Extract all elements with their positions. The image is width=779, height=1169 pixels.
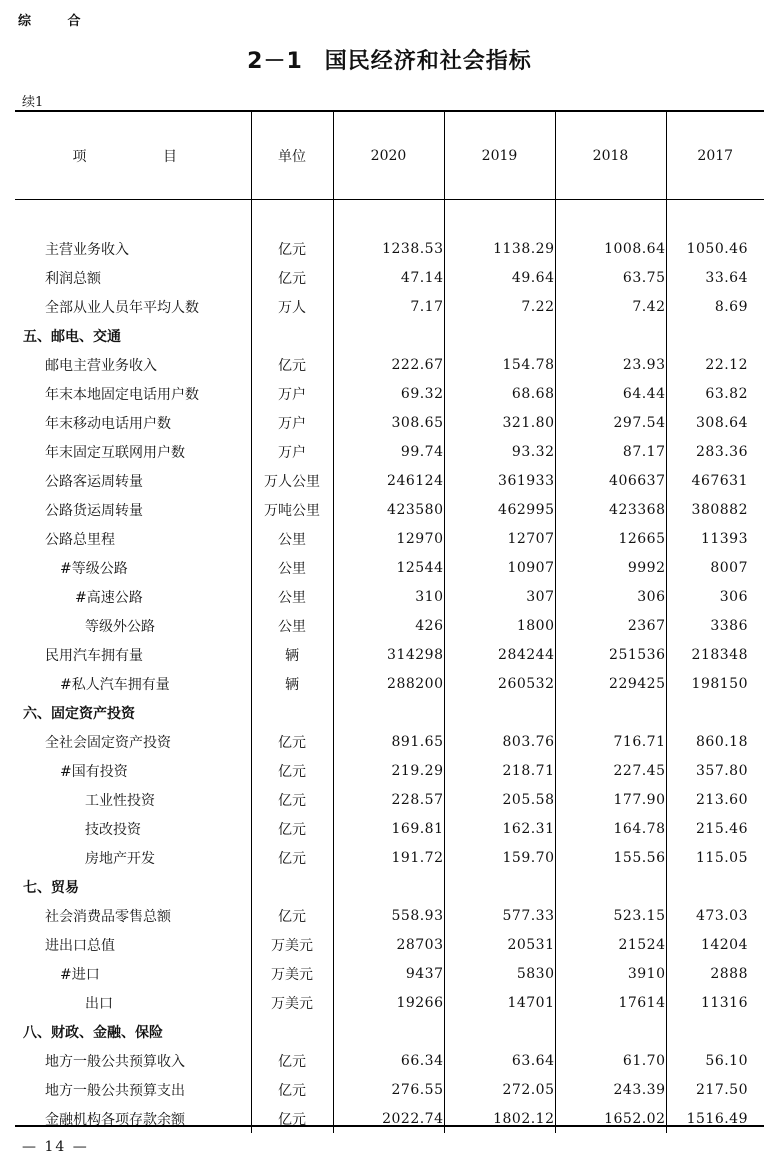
unit-cell: 万美元 xyxy=(251,959,333,988)
value-cell-2017: 2888 xyxy=(666,959,764,988)
column-header-item: 项 目 xyxy=(15,112,251,200)
indicator-name: 年末移动电话用户数 xyxy=(45,415,171,432)
page-number: — 14 — xyxy=(22,1139,89,1155)
value-cell-2018: 2367 xyxy=(555,611,666,640)
value-cell-2020: 308.65 xyxy=(333,408,444,437)
empty-cell xyxy=(333,698,444,727)
empty-cell xyxy=(333,1017,444,1046)
value-cell-2020: 423580 xyxy=(333,495,444,524)
section-row xyxy=(15,872,764,901)
table-row xyxy=(15,756,764,785)
empty-cell xyxy=(666,1017,764,1046)
value-cell-2018: 306 xyxy=(555,582,666,611)
value-cell-2018: 229425 xyxy=(555,669,666,698)
empty-cell xyxy=(251,1017,333,1046)
value-cell-2017: 467631 xyxy=(666,466,764,495)
table-row xyxy=(15,234,764,263)
indicator-name: #等级公路 xyxy=(60,560,128,577)
table-row xyxy=(15,959,764,988)
unit-cell: 万户 xyxy=(251,379,333,408)
indicator-name: 地方一般公共预算支出 xyxy=(45,1082,185,1099)
value-cell-2017: 8.69 xyxy=(666,292,764,321)
value-cell-2018: 227.45 xyxy=(555,756,666,785)
table-row xyxy=(15,814,764,843)
table-row xyxy=(15,930,764,959)
unit-cell: 万户 xyxy=(251,408,333,437)
value-cell-2020: 314298 xyxy=(333,640,444,669)
value-cell-2018: 64.44 xyxy=(555,379,666,408)
value-cell-2020: 222.67 xyxy=(333,350,444,379)
value-cell-2017: 306 xyxy=(666,582,764,611)
empty-cell xyxy=(555,1017,666,1046)
value-cell-2019: 803.76 xyxy=(444,727,555,756)
value-cell-2017: 115.05 xyxy=(666,843,764,872)
value-cell-2019: 14701 xyxy=(444,988,555,1017)
unit-cell: 亿元 xyxy=(251,901,333,930)
value-cell-2017: 3386 xyxy=(666,611,764,640)
unit-cell: 万吨公里 xyxy=(251,495,333,524)
value-cell-2018: 423368 xyxy=(555,495,666,524)
value-cell-2019: 577.33 xyxy=(444,901,555,930)
indicator-name: 公路客运周转量 xyxy=(45,473,143,490)
value-cell-2018: 87.17 xyxy=(555,437,666,466)
column-header-year: 2017 xyxy=(666,112,764,200)
value-cell-2020: 169.81 xyxy=(333,814,444,843)
table-row xyxy=(15,495,764,524)
value-cell-2020: 558.93 xyxy=(333,901,444,930)
value-cell-2019: 7.22 xyxy=(444,292,555,321)
indicator-name: #进口 xyxy=(60,966,100,983)
unit-cell: 亿元 xyxy=(251,814,333,843)
page-title xyxy=(0,44,779,75)
value-cell-2017: 283.36 xyxy=(666,437,764,466)
value-cell-2017: 217.50 xyxy=(666,1075,764,1104)
unit-cell: 亿元 xyxy=(251,843,333,872)
unit-cell: 亿元 xyxy=(251,234,333,263)
value-cell-2019: 1800 xyxy=(444,611,555,640)
value-cell-2019: 159.70 xyxy=(444,843,555,872)
value-cell-2017: 380882 xyxy=(666,495,764,524)
table-row xyxy=(15,669,764,698)
section-heading: 五、邮电、交通 xyxy=(23,328,121,345)
indicator-name: 社会消费品零售总额 xyxy=(45,908,171,925)
section-row xyxy=(15,321,764,350)
value-cell-2018: 1652.02 xyxy=(555,1104,666,1133)
value-cell-2017: 8007 xyxy=(666,553,764,582)
value-cell-2018: 17614 xyxy=(555,988,666,1017)
value-cell-2020: 28703 xyxy=(333,930,444,959)
unit-cell: 万户 xyxy=(251,437,333,466)
unit-cell: 辆 xyxy=(251,640,333,669)
value-cell-2020: 47.14 xyxy=(333,263,444,292)
table-row xyxy=(15,582,764,611)
value-cell-2017: 1516.49 xyxy=(666,1104,764,1133)
empty-cell xyxy=(251,321,333,350)
value-cell-2019: 68.68 xyxy=(444,379,555,408)
value-cell-2019: 12707 xyxy=(444,524,555,553)
value-cell-2020: 19266 xyxy=(333,988,444,1017)
unit-cell: 亿元 xyxy=(251,1046,333,1075)
value-cell-2020: 891.65 xyxy=(333,727,444,756)
header-gap-row xyxy=(15,200,764,235)
value-cell-2018: 155.56 xyxy=(555,843,666,872)
value-cell-2020: 1238.53 xyxy=(333,234,444,263)
unit-cell: 万美元 xyxy=(251,988,333,1017)
unit-cell: 公里 xyxy=(251,582,333,611)
indicator-name: 利润总额 xyxy=(45,270,101,287)
value-cell-2020: 426 xyxy=(333,611,444,640)
unit-cell: 公里 xyxy=(251,553,333,582)
value-cell-2018: 21524 xyxy=(555,930,666,959)
continued-label: 续1 xyxy=(22,95,44,110)
unit-cell: 亿元 xyxy=(251,727,333,756)
value-cell-2019: 1802.12 xyxy=(444,1104,555,1133)
table-row xyxy=(15,640,764,669)
table-row xyxy=(15,1046,764,1075)
section-heading: 八、财政、金融、保险 xyxy=(23,1024,163,1041)
indicator-name: 公路货运周转量 xyxy=(45,502,143,519)
value-cell-2018: 243.39 xyxy=(555,1075,666,1104)
value-cell-2018: 63.75 xyxy=(555,263,666,292)
unit-cell: 万人公里 xyxy=(251,466,333,495)
value-cell-2018: 523.15 xyxy=(555,901,666,930)
table-header-row xyxy=(15,112,764,200)
empty-cell xyxy=(666,321,764,350)
value-cell-2017: 860.18 xyxy=(666,727,764,756)
indicator-name: 年末固定互联网用户数 xyxy=(45,444,185,461)
value-cell-2017: 215.46 xyxy=(666,814,764,843)
empty-cell xyxy=(555,321,666,350)
value-cell-2018: 251536 xyxy=(555,640,666,669)
value-cell-2017: 33.64 xyxy=(666,263,764,292)
indicator-name: 年末本地固定电话用户数 xyxy=(45,386,199,403)
table-row xyxy=(15,408,764,437)
bottom-rule xyxy=(15,1125,764,1127)
value-cell-2019: 284244 xyxy=(444,640,555,669)
section-row xyxy=(15,698,764,727)
empty-cell xyxy=(666,872,764,901)
value-cell-2018: 7.42 xyxy=(555,292,666,321)
empty-cell xyxy=(555,698,666,727)
value-cell-2018: 297.54 xyxy=(555,408,666,437)
value-cell-2017: 56.10 xyxy=(666,1046,764,1075)
value-cell-2019: 10907 xyxy=(444,553,555,582)
value-cell-2020: 66.34 xyxy=(333,1046,444,1075)
indicator-table xyxy=(15,112,764,1133)
table-row xyxy=(15,901,764,930)
column-header-year: 2018 xyxy=(555,112,666,200)
table-row xyxy=(15,379,764,408)
value-cell-2018: 177.90 xyxy=(555,785,666,814)
value-cell-2019: 205.58 xyxy=(444,785,555,814)
value-cell-2018: 9992 xyxy=(555,553,666,582)
value-cell-2020: 310 xyxy=(333,582,444,611)
value-cell-2018: 23.93 xyxy=(555,350,666,379)
value-cell-2020: 2022.74 xyxy=(333,1104,444,1133)
value-cell-2017: 11393 xyxy=(666,524,764,553)
value-cell-2020: 191.72 xyxy=(333,843,444,872)
value-cell-2020: 99.74 xyxy=(333,437,444,466)
table-row xyxy=(15,263,764,292)
value-cell-2020: 228.57 xyxy=(333,785,444,814)
value-cell-2019: 49.64 xyxy=(444,263,555,292)
value-cell-2017: 213.60 xyxy=(666,785,764,814)
value-cell-2018: 1008.64 xyxy=(555,234,666,263)
table-row xyxy=(15,727,764,756)
table-row xyxy=(15,785,764,814)
unit-cell: 公里 xyxy=(251,611,333,640)
table-row xyxy=(15,988,764,1017)
indicator-name: 等级外公路 xyxy=(85,618,155,635)
table-row xyxy=(15,553,764,582)
value-cell-2020: 288200 xyxy=(333,669,444,698)
value-cell-2019: 361933 xyxy=(444,466,555,495)
section-row xyxy=(15,1017,764,1046)
section-heading: 七、贸易 xyxy=(23,879,79,896)
table-row xyxy=(15,1075,764,1104)
value-cell-2019: 1138.29 xyxy=(444,234,555,263)
indicator-name: 金融机构各项存款余额 xyxy=(45,1111,185,1128)
indicator-name: #高速公路 xyxy=(75,589,143,606)
section-heading: 六、固定资产投资 xyxy=(23,705,135,722)
unit-cell: 亿元 xyxy=(251,1075,333,1104)
unit-cell: 公里 xyxy=(251,524,333,553)
empty-cell xyxy=(251,872,333,901)
table-row xyxy=(15,1104,764,1133)
value-cell-2020: 276.55 xyxy=(333,1075,444,1104)
value-cell-2020: 12970 xyxy=(333,524,444,553)
indicator-name: 地方一般公共预算收入 xyxy=(45,1053,185,1070)
empty-cell xyxy=(333,321,444,350)
value-cell-2017: 357.80 xyxy=(666,756,764,785)
indicator-name: #私人汽车拥有量 xyxy=(60,676,170,693)
table-body xyxy=(15,200,764,1134)
indicator-name: 全部从业人员年平均人数 xyxy=(45,299,199,316)
indicator-name: #国有投资 xyxy=(60,763,128,780)
unit-cell: 亿元 xyxy=(251,1104,333,1133)
value-cell-2020: 7.17 xyxy=(333,292,444,321)
value-cell-2017: 308.64 xyxy=(666,408,764,437)
column-header-year: 2019 xyxy=(444,112,555,200)
value-cell-2018: 716.71 xyxy=(555,727,666,756)
value-cell-2019: 5830 xyxy=(444,959,555,988)
value-cell-2017: 22.12 xyxy=(666,350,764,379)
empty-cell xyxy=(555,872,666,901)
value-cell-2020: 246124 xyxy=(333,466,444,495)
table-row xyxy=(15,292,764,321)
indicator-name: 房地产开发 xyxy=(85,850,155,867)
value-cell-2019: 307 xyxy=(444,582,555,611)
empty-cell xyxy=(444,1017,555,1046)
unit-cell: 万人 xyxy=(251,292,333,321)
value-cell-2017: 1050.46 xyxy=(666,234,764,263)
indicator-name: 进出口总值 xyxy=(45,937,115,954)
indicator-name: 公路总里程 xyxy=(45,531,115,548)
indicator-name: 工业性投资 xyxy=(85,792,155,809)
indicator-name: 邮电主营业务收入 xyxy=(45,357,157,374)
indicator-name: 技改投资 xyxy=(85,821,141,838)
value-cell-2019: 218.71 xyxy=(444,756,555,785)
value-cell-2019: 93.32 xyxy=(444,437,555,466)
title-text: 国民经济和社会指标 xyxy=(324,49,532,74)
value-cell-2017: 11316 xyxy=(666,988,764,1017)
value-cell-2019: 272.05 xyxy=(444,1075,555,1104)
indicator-name: 主营业务收入 xyxy=(45,241,129,258)
empty-cell xyxy=(444,321,555,350)
empty-cell xyxy=(251,698,333,727)
unit-cell: 亿元 xyxy=(251,785,333,814)
value-cell-2017: 14204 xyxy=(666,930,764,959)
value-cell-2017: 218348 xyxy=(666,640,764,669)
value-cell-2018: 164.78 xyxy=(555,814,666,843)
unit-cell: 辆 xyxy=(251,669,333,698)
indicator-name: 民用汽车拥有量 xyxy=(45,647,143,664)
table-row xyxy=(15,437,764,466)
value-cell-2020: 9437 xyxy=(333,959,444,988)
unit-cell: 万美元 xyxy=(251,930,333,959)
value-cell-2019: 462995 xyxy=(444,495,555,524)
table-row xyxy=(15,350,764,379)
value-cell-2017: 198150 xyxy=(666,669,764,698)
table-row xyxy=(15,524,764,553)
value-cell-2020: 69.32 xyxy=(333,379,444,408)
value-cell-2017: 473.03 xyxy=(666,901,764,930)
value-cell-2019: 63.64 xyxy=(444,1046,555,1075)
table-row xyxy=(15,843,764,872)
value-cell-2019: 321.80 xyxy=(444,408,555,437)
value-cell-2018: 12665 xyxy=(555,524,666,553)
value-cell-2020: 12544 xyxy=(333,553,444,582)
unit-cell: 亿元 xyxy=(251,350,333,379)
section-label: 综 合 xyxy=(18,14,97,29)
value-cell-2017: 63.82 xyxy=(666,379,764,408)
value-cell-2018: 406637 xyxy=(555,466,666,495)
empty-cell xyxy=(444,872,555,901)
indicator-name: 全社会固定资产投资 xyxy=(45,734,171,751)
value-cell-2018: 61.70 xyxy=(555,1046,666,1075)
unit-cell: 亿元 xyxy=(251,756,333,785)
empty-cell xyxy=(444,698,555,727)
table-row xyxy=(15,466,764,495)
value-cell-2019: 20531 xyxy=(444,930,555,959)
unit-cell: 亿元 xyxy=(251,263,333,292)
empty-cell xyxy=(666,698,764,727)
table-number: 2－1 xyxy=(247,49,303,74)
column-header-unit: 单位 xyxy=(251,112,333,200)
table-row xyxy=(15,611,764,640)
column-header-year: 2020 xyxy=(333,112,444,200)
value-cell-2020: 219.29 xyxy=(333,756,444,785)
value-cell-2019: 154.78 xyxy=(444,350,555,379)
value-cell-2019: 260532 xyxy=(444,669,555,698)
empty-cell xyxy=(333,872,444,901)
indicator-name: 出口 xyxy=(85,995,113,1012)
value-cell-2019: 162.31 xyxy=(444,814,555,843)
value-cell-2018: 3910 xyxy=(555,959,666,988)
